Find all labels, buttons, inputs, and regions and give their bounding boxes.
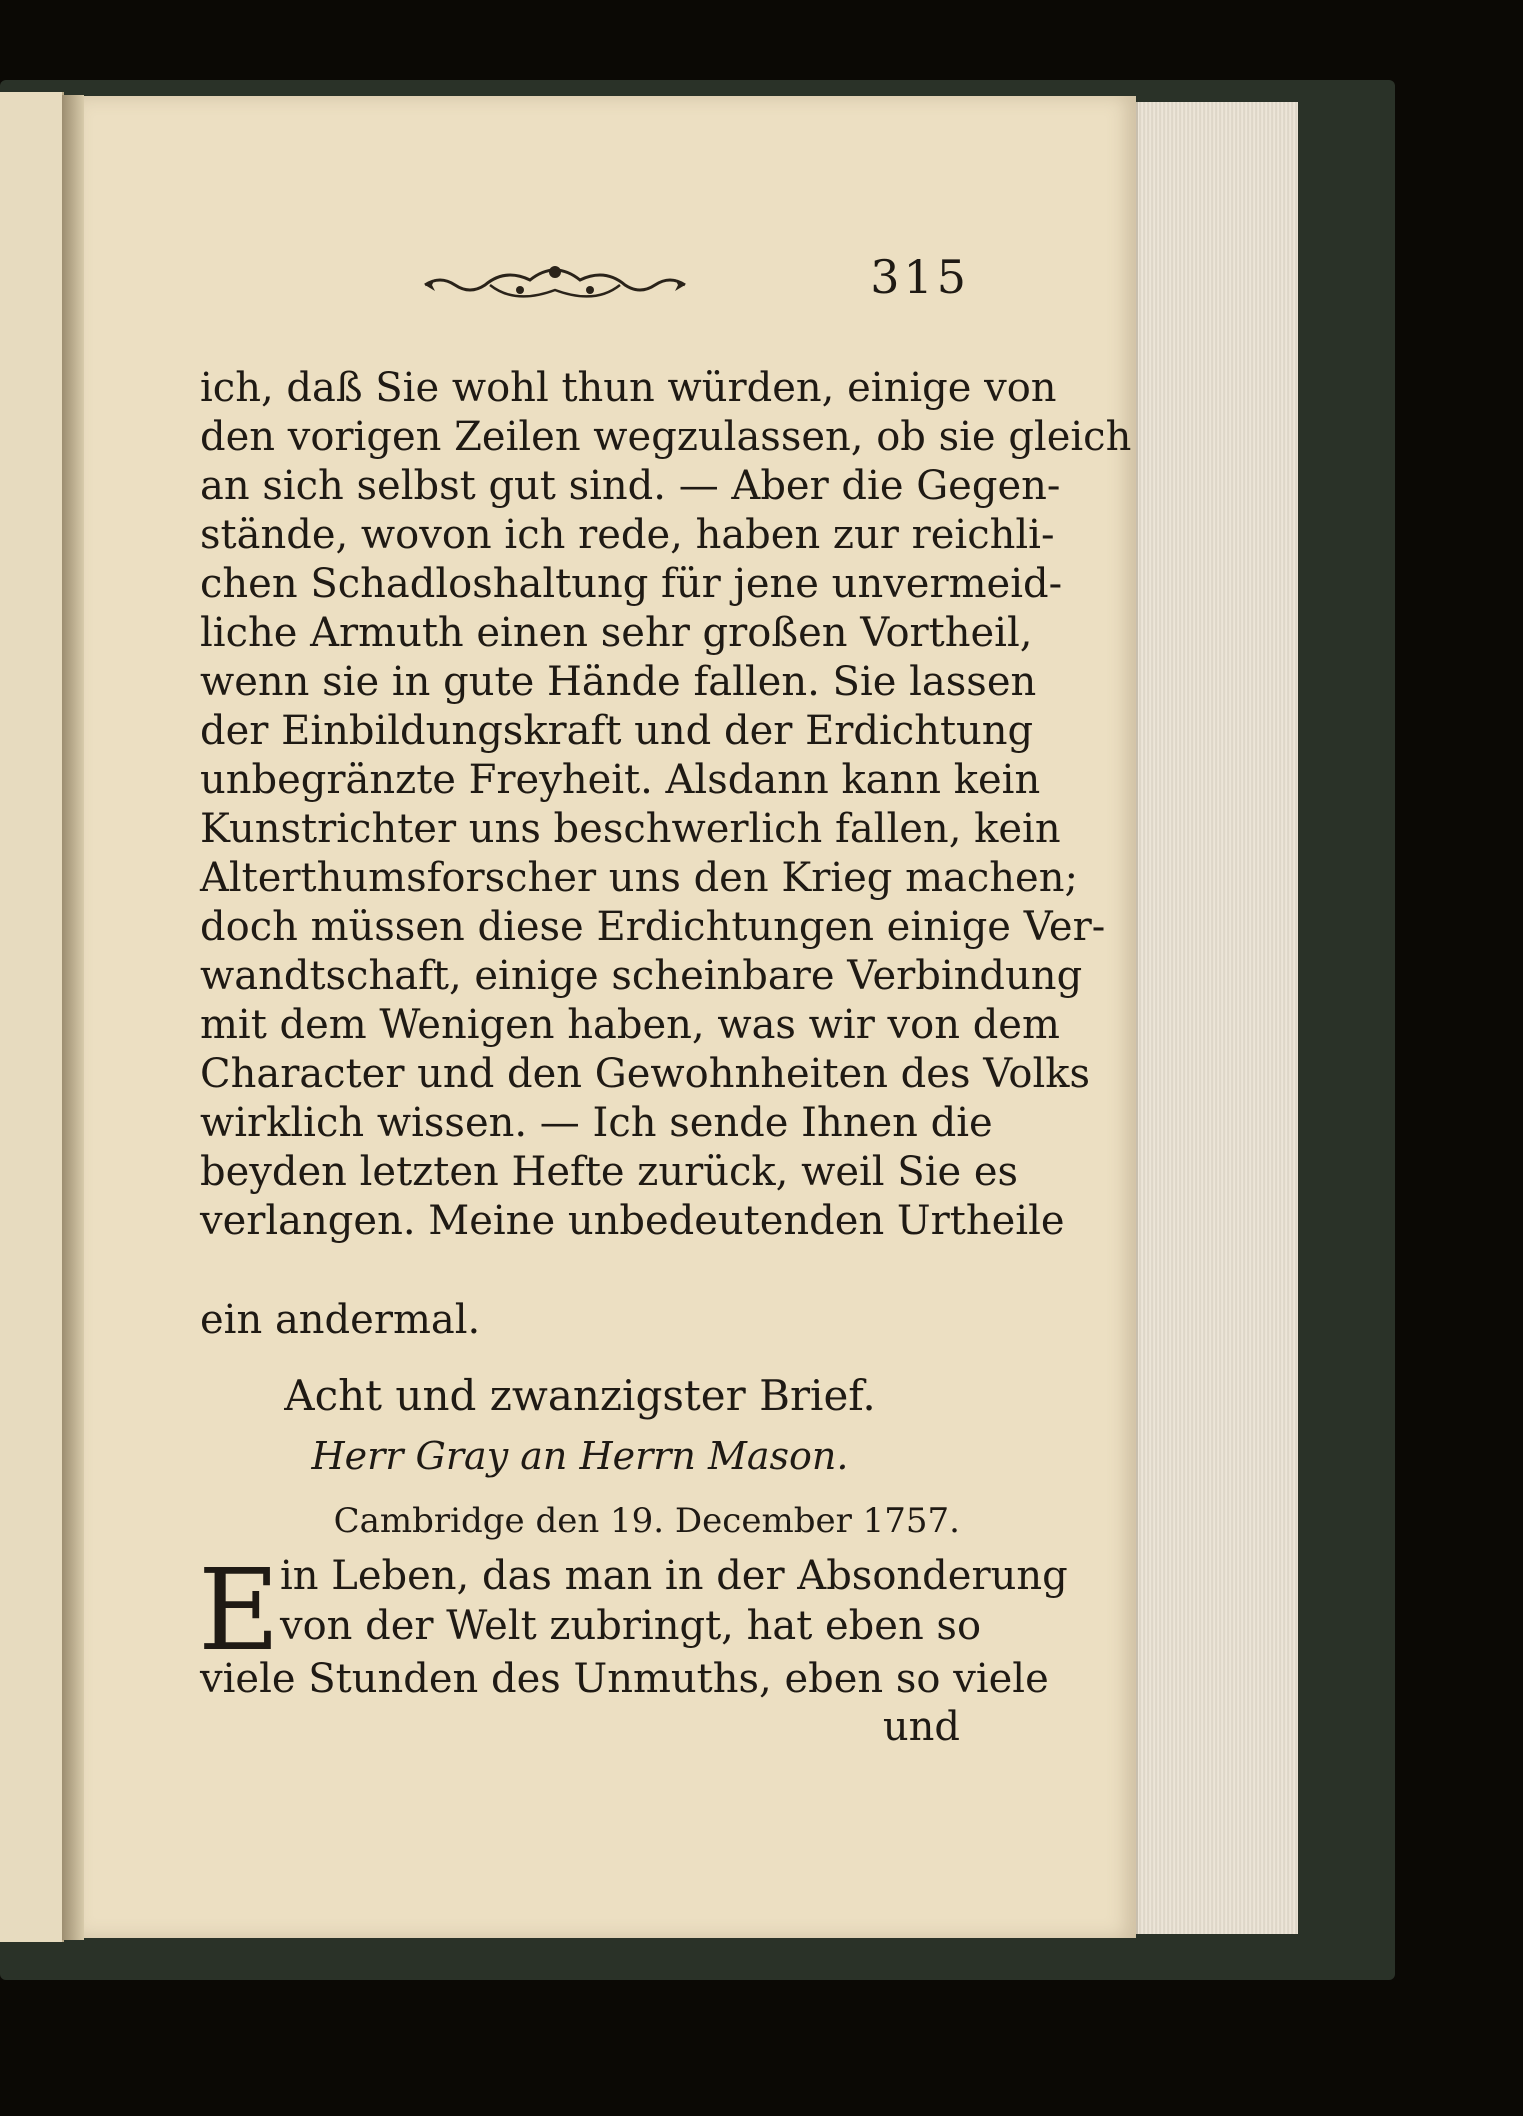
letter-heading: Acht und zwanzigster Brief. <box>284 1371 876 1420</box>
drop-cap: E <box>198 1546 280 1676</box>
text-line: Kunstrichter uns beschwerlich fallen, kein <box>200 806 1061 852</box>
text-line: wirklich wissen. — Ich sende Ihnen die <box>200 1100 993 1146</box>
text-line: stände, wovon ich rede, haben zur reichli- <box>200 512 1055 558</box>
page-block-edge <box>1136 102 1298 1934</box>
text-line: ich, daß Sie wohl thun würden, einige von <box>200 365 1057 411</box>
text-line: von der Welt zubringt, hat eben so <box>280 1603 982 1649</box>
text-line: den vorigen Zeilen wegzulassen, ob sie gleich <box>200 414 1132 460</box>
ornament-headpiece-icon <box>420 250 690 320</box>
facing-page-edge <box>0 92 64 1942</box>
text-line: an sich selbst gut sind. — Aber die Gegen- <box>200 463 1061 509</box>
text-line: mit dem Wenigen haben, was wir von dem <box>200 1002 1060 1048</box>
text-line: der Einbildungskraft und der Erdichtung <box>200 708 1034 754</box>
text-line: wandtschaft, einige scheinbare Verbindung <box>200 953 1083 999</box>
text-line: wenn sie in gute Hände fallen. Sie lassen <box>200 659 1037 705</box>
catchword: und <box>882 1704 960 1750</box>
text-line: viele Stunden des Unmuths, eben so viele <box>200 1656 1049 1702</box>
text-line: ein andermal. <box>200 1297 481 1343</box>
text-line: doch müssen diese Erdichtungen einige Ver- <box>200 904 1106 950</box>
text-line: chen Schadloshaltung für jene unvermeid- <box>200 561 1063 607</box>
text-line: Character und den Gewohnheiten des Volks <box>200 1051 1091 1097</box>
text-line: liche Armuth einen sehr großen Vortheil, <box>200 610 1033 656</box>
text-line: verlangen. Meine unbedeutenden Urtheile <box>200 1198 1065 1244</box>
page-number: 315 <box>870 250 970 304</box>
letter-subheading: Herr Gray an Herrn Mason. <box>311 1434 849 1478</box>
book-gutter <box>62 95 84 1940</box>
text-line: Alterthumsforscher uns den Krieg machen; <box>200 855 1078 901</box>
text-line: unbegränzte Freyheit. Alsdann kann kein <box>200 757 1041 803</box>
text-line: beyden letzten Hefte zurück, weil Sie es <box>200 1149 1019 1195</box>
dateline: Cambridge den 19. December 1757. <box>333 1501 960 1541</box>
text-line: in Leben, das man in der Absonderung <box>280 1553 1068 1599</box>
